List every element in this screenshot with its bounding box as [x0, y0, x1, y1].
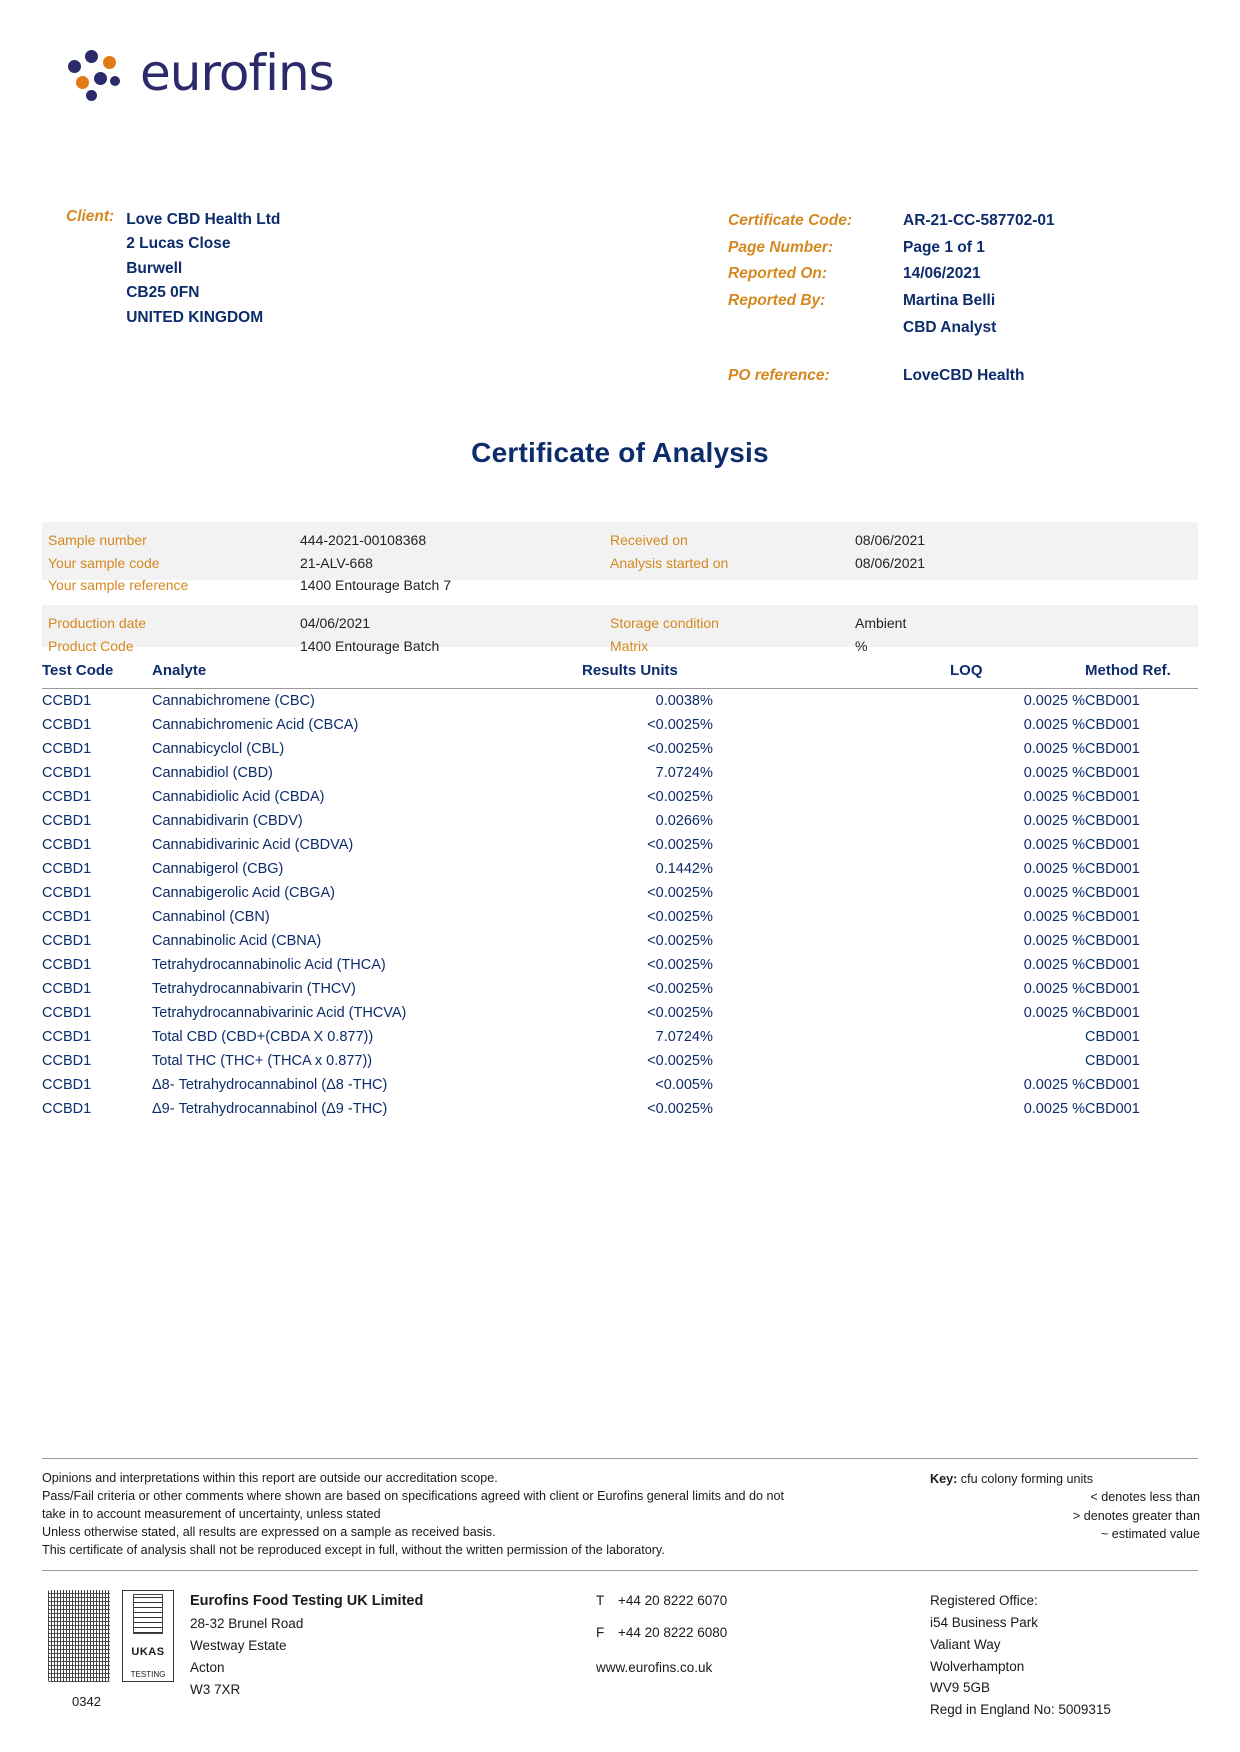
- cell-test-code: CCBD1: [42, 981, 92, 997]
- table-row: [42, 737, 1198, 761]
- cell-unit: %: [700, 1029, 713, 1045]
- cell-unit: %: [700, 1101, 713, 1117]
- cell-unit: %: [700, 813, 713, 829]
- cell-test-code: CCBD1: [42, 693, 92, 709]
- cell-test-code: CCBD1: [42, 957, 92, 973]
- cell-result: <0.0025: [647, 981, 700, 997]
- key-label: Key:: [930, 1472, 958, 1486]
- cell-unit: %: [700, 789, 713, 805]
- sample-code-label: Your sample code: [48, 554, 160, 571]
- cell-analyte: Cannabichromenic Acid (CBCA): [152, 717, 359, 733]
- header-method-ref: Method Ref.: [1085, 658, 1198, 689]
- page-number-value: Page 1 of 1: [903, 238, 985, 256]
- cell-loq: 0.0025 %: [1023, 1077, 1085, 1093]
- table-row: [42, 1073, 1198, 1097]
- table-row: [42, 1097, 1198, 1121]
- cell-unit: %: [700, 837, 713, 853]
- client-address-line: Love CBD Health Ltd: [126, 211, 281, 228]
- reported-by-row: [728, 288, 1055, 315]
- eurofins-logo: [66, 44, 334, 102]
- cell-analyte: Cannabidivarin (CBDV): [152, 813, 303, 829]
- reporter-role-label: [728, 315, 903, 342]
- cell-method: CBD001: [1085, 861, 1140, 877]
- cell-test-code: CCBD1: [42, 789, 92, 805]
- cell-loq: 0.0025 %: [1023, 933, 1085, 949]
- cell-analyte: Cannabidiol (CBD): [152, 765, 273, 781]
- cell-unit: %: [700, 765, 713, 781]
- cell-method: CBD001: [1085, 741, 1140, 757]
- sample-reference-value: 1400 Entourage Batch 7: [300, 577, 452, 594]
- company-address-line: 28-32 Brunel Road: [190, 1616, 304, 1632]
- cell-result: <0.0025: [647, 1005, 700, 1021]
- registered-line: i54 Business Park: [930, 1614, 1039, 1630]
- results-table-body: [42, 689, 1198, 1122]
- company-address-line: W3 7XR: [190, 1682, 241, 1698]
- cell-method: CBD001: [1085, 1053, 1140, 1069]
- company-name: Eurofins Food Testing UK Limited: [190, 1593, 424, 1609]
- cell-analyte: Cannabinol (CBN): [152, 909, 270, 925]
- registered-line: Registered Office:: [930, 1593, 1038, 1608]
- cell-test-code: CCBD1: [42, 1053, 92, 1069]
- cell-test-code: CCBD1: [42, 861, 92, 877]
- client-address-line: CB25 0FN: [126, 284, 200, 302]
- footnote-divider: [42, 1458, 1198, 1459]
- reporter-role-value: CBD Analyst: [903, 318, 997, 336]
- po-reference-label: PO reference:: [728, 367, 830, 385]
- cell-unit: %: [700, 933, 713, 949]
- cell-test-code: CCBD1: [42, 1077, 92, 1093]
- table-row: [42, 833, 1198, 857]
- cell-test-code: CCBD1: [42, 1101, 92, 1117]
- cell-analyte: Total CBD (CBD+(CBDA X 0.877)): [152, 1029, 374, 1045]
- fax-value: +44 20 8222 6080: [618, 1624, 728, 1640]
- key-line: < denotes less than: [1090, 1490, 1200, 1505]
- matrix-label: Matrix: [610, 637, 649, 654]
- phone-row: [596, 1590, 727, 1612]
- product-code-row: [42, 635, 1198, 658]
- cell-loq: 0.0025 %: [1023, 1101, 1085, 1117]
- table-row: [42, 881, 1198, 905]
- cell-analyte: Cannabichromene (CBC): [152, 693, 315, 709]
- cell-method: CBD001: [1085, 837, 1140, 853]
- certificate-code-label: Certificate Code:: [728, 212, 853, 229]
- analysis-started-value: 08/06/2021: [855, 554, 926, 571]
- analysis-started-label: Analysis started on: [610, 554, 729, 571]
- website-link[interactable]: www.eurofins.co.uk: [596, 1660, 713, 1676]
- reported-on-label: Reported On:: [728, 265, 828, 283]
- cell-test-code: CCBD1: [42, 741, 92, 757]
- cell-analyte: Tetrahydrocannabinolic Acid (THCA): [152, 957, 386, 973]
- reporter-role-row: [728, 315, 1055, 342]
- cell-result: <0.0025: [647, 909, 700, 925]
- cell-analyte: Cannabidiolic Acid (CBDA): [152, 789, 325, 805]
- cell-unit: %: [700, 957, 713, 973]
- cell-loq: 0.0025 %: [1023, 861, 1085, 877]
- header-loq: LOQ: [950, 658, 1085, 689]
- cell-analyte: Cannabigerolic Acid (CBGA): [152, 885, 335, 901]
- cell-analyte: Cannabidivarinic Acid (CBDVA): [152, 837, 354, 853]
- cell-unit: %: [700, 1005, 713, 1021]
- cell-method: CBD001: [1085, 957, 1140, 973]
- cell-unit: %: [700, 717, 713, 733]
- page-number-row: [728, 235, 1055, 262]
- cell-unit: %: [700, 1077, 713, 1093]
- cell-loq: 0.0025 %: [1023, 765, 1085, 781]
- certificate-code-row: [728, 208, 1055, 235]
- fax-row: [596, 1622, 727, 1644]
- company-address-line: Westway Estate: [190, 1638, 287, 1654]
- table-row: [42, 785, 1198, 809]
- cell-loq: 0.0025 %: [1023, 717, 1085, 733]
- note-line: Pass/Fail criteria or other comments where shown are based on specifications agreed with client or Eurofins general limits and do not: [42, 1488, 784, 1503]
- header-test-code: Test Code: [42, 658, 152, 689]
- cell-result: 0.0266: [655, 813, 700, 829]
- cell-method: CBD001: [1085, 1029, 1140, 1045]
- table-row: [42, 713, 1198, 737]
- cell-test-code: CCBD1: [42, 813, 92, 829]
- cell-test-code: CCBD1: [42, 933, 92, 949]
- table-row: [42, 977, 1198, 1001]
- cell-result: 7.0724: [655, 765, 700, 781]
- header-results-units: Results Units: [582, 658, 950, 689]
- footer-divider: [42, 1570, 1198, 1571]
- cell-result: 0.0038: [655, 693, 700, 709]
- cell-loq: 0.0025 %: [1023, 981, 1085, 997]
- meta-spacer: [728, 341, 1055, 363]
- cell-unit: %: [700, 981, 713, 997]
- cell-unit: %: [700, 693, 713, 709]
- client-address-line: Burwell: [126, 259, 183, 277]
- reported-by-value: Martina Belli: [903, 291, 996, 309]
- received-on-value: 08/06/2021: [855, 532, 926, 548]
- note-line: Opinions and interpretations within this report are outside our accreditation scope.: [42, 1471, 498, 1485]
- production-date-value: 04/06/2021: [300, 615, 371, 631]
- reported-on-row: [728, 261, 1055, 288]
- registered-line: Valiant Way: [930, 1636, 1001, 1652]
- cell-method: CBD001: [1085, 765, 1140, 781]
- cell-result: <0.0025: [647, 837, 700, 853]
- sample-code-value: 21-ALV-668: [300, 554, 373, 571]
- cell-method: CBD001: [1085, 693, 1140, 709]
- sample-number-value: 444-2021-00108368: [300, 532, 427, 548]
- cell-unit: %: [700, 909, 713, 925]
- cell-loq: 0.0025 %: [1023, 741, 1085, 757]
- key-cfu-text: cfu colony forming units: [960, 1472, 1094, 1486]
- cell-method: CBD001: [1085, 789, 1140, 805]
- table-row: [42, 809, 1198, 833]
- company-address: [190, 1590, 423, 1701]
- cell-test-code: CCBD1: [42, 717, 92, 733]
- production-date-label: Production date: [48, 615, 147, 631]
- po-reference-row: [728, 363, 1055, 390]
- table-row: [42, 1025, 1198, 1049]
- reported-by-label: Reported By:: [728, 291, 826, 309]
- storage-condition-value: Ambient: [855, 615, 907, 631]
- cell-method: CBD001: [1085, 1077, 1140, 1093]
- registered-line: WV9 5GB: [930, 1680, 991, 1696]
- certificate-code-value: AR-21-CC-587702-01: [903, 212, 1055, 229]
- sample-info-band: [42, 522, 1198, 594]
- matrix-value: %: [855, 637, 868, 654]
- cell-result: <0.0025: [647, 933, 700, 949]
- eurofins-dots-icon: [66, 44, 128, 102]
- header-analyte: Analyte: [152, 658, 582, 689]
- sample-code-row: [42, 552, 1198, 575]
- client-label: Client:: [66, 208, 115, 225]
- fax-label: F: [596, 1624, 605, 1640]
- registered-line: Wolverhampton: [930, 1658, 1025, 1674]
- ukas-text: UKAS: [131, 1646, 165, 1658]
- cell-analyte: Cannabinolic Acid (CBNA): [152, 933, 322, 949]
- table-row: [42, 1001, 1198, 1025]
- table-row: [42, 905, 1198, 929]
- cell-test-code: CCBD1: [42, 765, 92, 781]
- ukas-crown-icon: [133, 1594, 163, 1634]
- sample-number-label: Sample number: [48, 532, 147, 548]
- note-line: Unless otherwise stated, all results are expressed on a sample as received basis.: [42, 1524, 496, 1539]
- product-info-band: [42, 605, 1198, 654]
- cell-method: CBD001: [1085, 981, 1140, 997]
- client-block: [66, 208, 280, 330]
- cell-result: <0.0025: [647, 885, 700, 901]
- key-line: > denotes greater than: [1072, 1508, 1200, 1523]
- contact-info: [596, 1590, 727, 1679]
- table-row: [42, 1049, 1198, 1073]
- client-address-line: 2 Lucas Close: [126, 235, 231, 253]
- cell-loq: 0.0025 %: [1023, 813, 1085, 829]
- ukas-logo-icon: [122, 1590, 174, 1682]
- cell-loq: 0.0025 %: [1023, 789, 1085, 805]
- cell-analyte: Δ9- Tetrahydrocannabinol (Δ9 -THC): [152, 1101, 388, 1117]
- sample-reference-label: Your sample reference: [48, 577, 189, 594]
- cell-unit: %: [700, 1053, 713, 1069]
- ukas-number: 0342: [72, 1694, 101, 1709]
- cell-result: <0.0025: [647, 1101, 700, 1117]
- cell-result: 0.1442: [655, 861, 700, 877]
- cell-result: <0.005: [655, 1077, 700, 1093]
- note-line: This certificate of analysis shall not be reproduced except in full, without the written permission of the laboratory.: [42, 1542, 665, 1557]
- cell-loq: 0.0025 %: [1023, 1005, 1085, 1021]
- certificate-meta: [728, 208, 1055, 390]
- cell-test-code: CCBD1: [42, 885, 92, 901]
- cell-analyte: Tetrahydrocannabivarin (THCV): [152, 981, 356, 997]
- cell-loq: 0.0025 %: [1023, 693, 1085, 709]
- fingerprint-mark-icon: [48, 1590, 110, 1682]
- cell-result: <0.0025: [647, 1053, 700, 1069]
- cell-method: CBD001: [1085, 933, 1140, 949]
- product-code-label: Product Code: [48, 637, 134, 654]
- cell-analyte: Cannabigerol (CBG): [152, 861, 284, 877]
- cell-test-code: CCBD1: [42, 837, 92, 853]
- cell-unit: %: [700, 861, 713, 877]
- results-table: [42, 658, 1198, 1121]
- cell-loq: [950, 1025, 1085, 1049]
- cell-method: CBD001: [1085, 1005, 1140, 1021]
- received-on-label: Received on: [610, 532, 688, 548]
- cell-test-code: CCBD1: [42, 1005, 92, 1021]
- reported-on-value: 14/06/2021: [903, 265, 981, 283]
- cell-method: CBD001: [1085, 885, 1140, 901]
- cell-analyte: Tetrahydrocannabivarinic Acid (THCVA): [152, 1005, 407, 1021]
- sample-number-row: [42, 529, 1198, 552]
- disclaimer-notes: [42, 1470, 922, 1559]
- cell-unit: %: [700, 741, 713, 757]
- cell-method: CBD001: [1085, 1101, 1140, 1117]
- phone-label: T: [596, 1593, 605, 1608]
- cell-loq: 0.0025 %: [1023, 909, 1085, 925]
- cell-result: <0.0025: [647, 741, 700, 757]
- cell-unit: %: [700, 885, 713, 901]
- cell-analyte: Total THC (THC+ (THCA x 0.877)): [152, 1053, 373, 1069]
- key-first-line: [930, 1470, 1200, 1488]
- product-code-value: 1400 Entourage Batch: [300, 637, 440, 654]
- company-address-line: Acton: [190, 1660, 225, 1676]
- table-row: [42, 689, 1198, 714]
- cell-loq: 0.0025 %: [1023, 837, 1085, 853]
- cell-analyte: Δ8- Tetrahydrocannabinol (Δ8 -THC): [152, 1077, 388, 1093]
- table-header-row: [42, 658, 1198, 689]
- note-line: take in to account measurement of uncertainty, unless stated: [42, 1506, 381, 1521]
- cell-method: CBD001: [1085, 909, 1140, 925]
- accreditation-marks: [48, 1590, 174, 1682]
- ukas-subtext: TESTING: [130, 1670, 166, 1679]
- cell-method: CBD001: [1085, 813, 1140, 829]
- cell-loq: [950, 1049, 1085, 1073]
- page-title: Certificate of Analysis: [471, 437, 769, 468]
- cell-result: 7.0724: [655, 1029, 700, 1045]
- cell-result: <0.0025: [647, 957, 700, 973]
- storage-condition-label: Storage condition: [610, 615, 719, 631]
- key-line: ~ estimated value: [1100, 1526, 1200, 1541]
- table-row: [42, 929, 1198, 953]
- cell-analyte: Cannabicyclol (CBL): [152, 741, 285, 757]
- page-number-label: Page Number:: [728, 238, 834, 256]
- table-row: [42, 857, 1198, 881]
- po-reference-value: LoveCBD Health: [903, 367, 1025, 385]
- key-legend: [930, 1470, 1200, 1543]
- cell-test-code: CCBD1: [42, 909, 92, 925]
- registered-line: Regd in England No: 5009315: [930, 1702, 1111, 1718]
- client-address: [126, 208, 280, 330]
- cell-test-code: CCBD1: [42, 1029, 92, 1045]
- registered-office: [930, 1590, 1111, 1721]
- table-row: [42, 761, 1198, 785]
- cell-result: <0.0025: [647, 789, 700, 805]
- client-address-line: UNITED KINGDOM: [126, 308, 264, 326]
- production-date-row: [42, 612, 1198, 635]
- phone-value: +44 20 8222 6070: [618, 1593, 728, 1608]
- cell-loq: 0.0025 %: [1023, 885, 1085, 901]
- eurofins-wordmark: eurofins: [140, 44, 334, 102]
- cell-loq: 0.0025 %: [1023, 957, 1085, 973]
- sample-reference-row: [42, 574, 1198, 597]
- band1-empty-label: [610, 574, 855, 597]
- cell-method: CBD001: [1085, 717, 1140, 733]
- cell-result: <0.0025: [647, 717, 700, 733]
- table-row: [42, 953, 1198, 977]
